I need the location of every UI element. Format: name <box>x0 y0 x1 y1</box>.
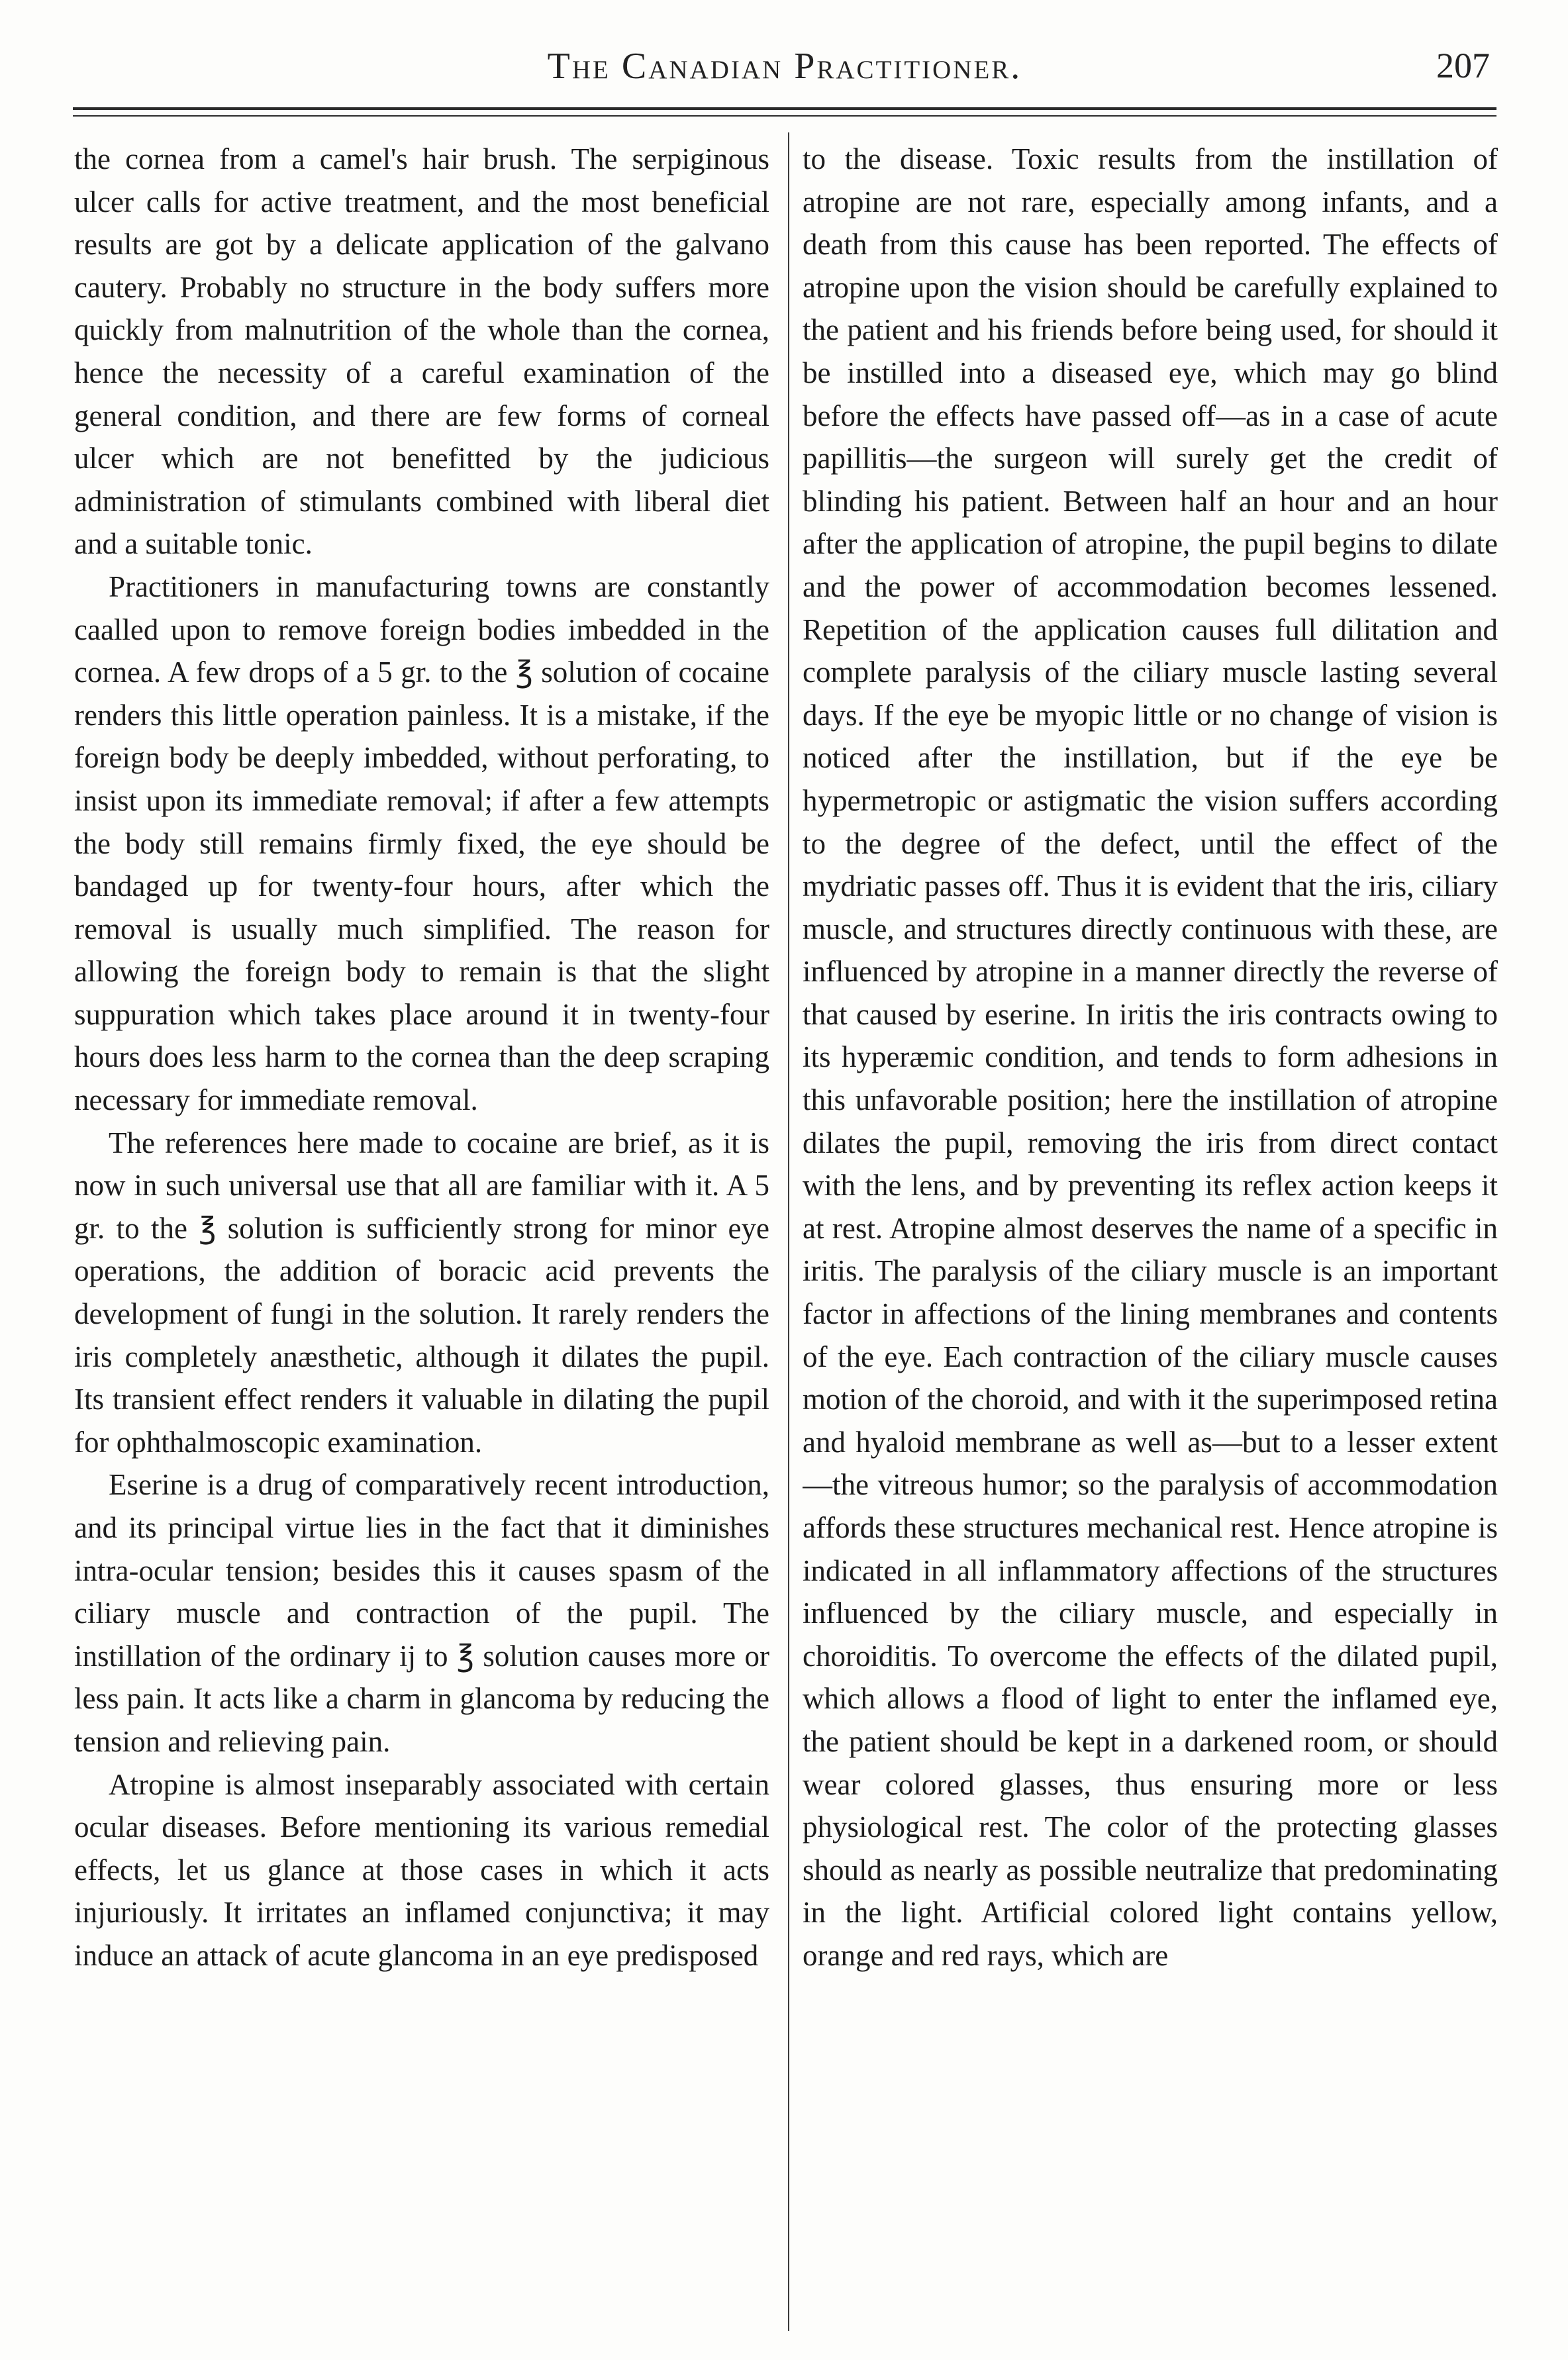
left-paragraph-4: Eserine is a drug of comparatively recent introduction, and its principal virtue lies in the fact that it diminishes intra-ocular tension; besides this it causes spasm of the ciliary muscle and contraction of the pupil. The instillation of the ordinary ij to ℥ solution causes more or less pain. It acts like a charm in glancoma by reducing the tension and relieving pain. <box>74 1468 769 1758</box>
left-paragraph-5: Atropine is almost inseparably associated with certain ocular diseases. Before mentioning its various remedial effects, let us glance at those cases in which it acts injuriously. It irritates an inflamed conjunctiva; it may induce an attack of acute glancoma in an eye predisposed <box>74 1767 769 1972</box>
left-column <box>74 138 769 2336</box>
page-header <box>73 41 1496 94</box>
header-rule-thin <box>73 115 1496 117</box>
right-paragraph-1: to the disease. Toxic results from the instillation of atropine are not rare, especially among infants, and a death from this cause has been reported. The effects of atropine upon the vision should be carefully explained to the patient and his friends before being used, for should it be instilled into a diseased eye, which may go blind before the effects have passed off—as in a case of acute papillitis—the surgeon will surely get the credit of blinding his patient. Between half an hour and an hour after the application of atropine, the pupil begins to dilate and the power of accommodation becomes lessened. Repetition of the application causes full dilitation and complete paralysis of the ciliary muscle lasting several days. If the eye be myopic little or no change of vision is noticed after the instillation, but if the eye be hypermetropic or astigmatic the vision suffers according to the degree of the defect, until the effect of the mydriatic passes off. Thus it is evident that the iris, ciliary muscle, and structures directly continuous with these, are influenced by atropine in a manner directly the reverse of that caused by eserine. In iritis the iris contracts owing to its hyperæmic condition, and tends to form adhesions in this unfavorable position; here the instillation of atropine dilates the pupil, removing the iris from direct contact with the lens, and by preventing its reflex action keeps it at rest. Atropine almost deserves the name of a specific in iritis. The paralysis of the ciliary muscle is an important factor in affections of the lining membranes and contents of the eye. Each contraction of the ciliary muscle causes motion of the choroid, and with it the superimposed retina and hyaloid membrane as well as—but to a lesser extent—the vitreous humor; so the paralysis of accommodation affords these structures mechanical rest. Hence atropine is indicated in all inflammatory affections of the structures influenced by the ciliary muscle, and especially in choroiditis. To overcome the effects of the dilated pupil, which allows a flood of light to enter the inflamed eye, the patient should be kept in a darkened room, or should wear colored glasses, thus ensuring more or less physiological rest. The color of the protecting glasses should as nearly as possible neutralize that predominating in the light. Artificial colored light contains yellow, orange and red rays, which are <box>803 142 1498 1972</box>
page-number: 207 <box>1436 46 1490 85</box>
left-paragraph-3: The references here made to cocaine are brief, as it is now in such universal use that all are familiar with it. A 5 gr. to the ℥ solution is sufficiently strong for minor eye operations, the addition of boracic acid prevents the development of fungi in the solution. It rarely renders the iris completely anæsthetic, although it dilates the pupil. Its transient effect renders it valuable in dilating the pupil for ophthalmoscopic examination. <box>74 1126 769 1459</box>
left-paragraph-1: the cornea from a camel's hair brush. The serpiginous ulcer calls for active treatment, and the most beneficial results are got by a delicate application of the galvano cautery. Probably no structure in the body suffers more quickly from malnutrition of the whole than the cornea, hence the necessity of a careful examination of the general condition, and there are few forms of corneal ulcer which are not benefitted by the judicious administration of stimulants combined with liberal diet and a suitable tonic. <box>74 142 769 561</box>
right-column <box>803 138 1498 2336</box>
header-rule-thick <box>73 107 1496 110</box>
left-paragraph-2: Practitioners in manufacturing towns are constantly caalled upon to remove foreign bodies imbedded in the cornea. A few drops of a 5 gr. to the ℥ solution of cocaine renders this little operation painless. It is a mistake, if the foreign body be deeply imbedded, without perforating, to insist upon its immediate removal; if after a few attempts the body still remains firmly fixed, the eye should be bandaged up for twenty-four hours, after which the removal is usually much simplified. The reason for allowing the foreign body to remain is that the slight suppuration which takes place around it in twenty-four hours does less harm to the cornea than the deep scraping necessary for immediate removal. <box>74 569 769 1117</box>
column-divider <box>788 132 789 2331</box>
running-title: The Canadian Practitioner. <box>547 46 1022 87</box>
